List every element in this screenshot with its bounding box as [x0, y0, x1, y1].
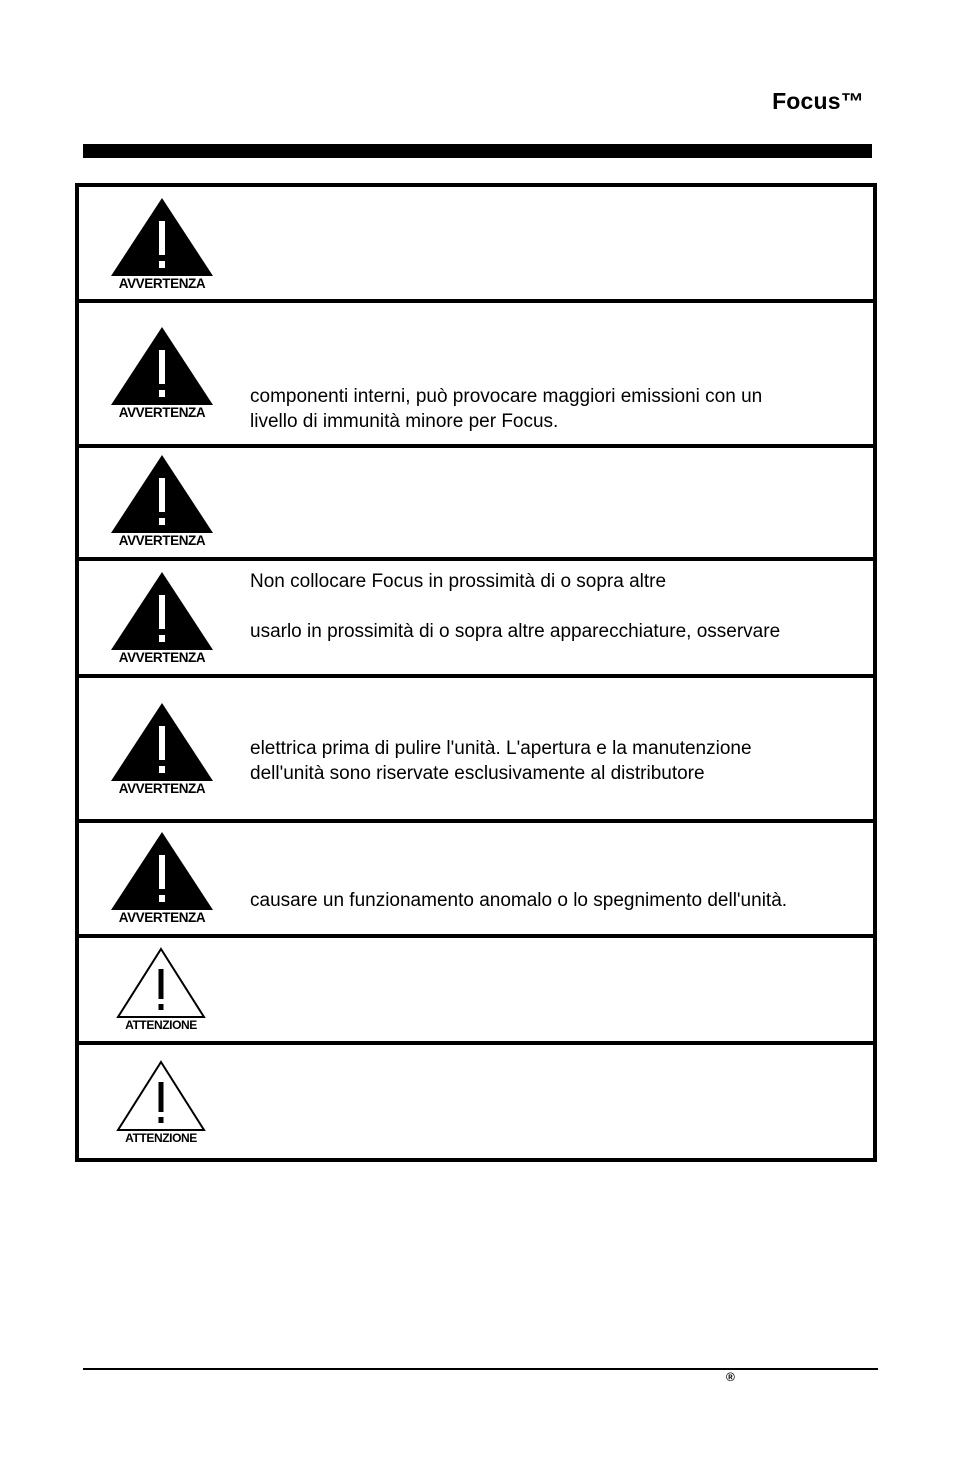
warning-label: AVVERTENZA	[118, 781, 206, 796]
header-rule	[83, 144, 872, 158]
warning-triangle-icon	[109, 326, 215, 406]
caution-triangle-icon	[116, 1060, 206, 1132]
table-row	[79, 1045, 873, 1158]
table-row	[79, 678, 873, 823]
warning-symbol	[109, 197, 215, 291]
warning-triangle-icon	[109, 454, 215, 534]
warning-symbol	[109, 831, 215, 925]
table-row	[79, 938, 873, 1045]
text-line: componenti interni, può provocare maggiori emissioni con un	[250, 386, 763, 407]
caution-symbol	[116, 947, 206, 1032]
warning-label: AVVERTENZA	[118, 405, 206, 420]
warning-triangle-icon	[109, 702, 215, 782]
warning-symbol	[109, 326, 215, 420]
warning-label: AVVERTENZA	[118, 910, 206, 925]
warnings-table	[75, 183, 877, 1162]
warning-text	[250, 384, 762, 434]
text-line: usarlo in prossimità di o sopra altre apparecchiature, osservare	[250, 621, 781, 642]
warning-text	[250, 736, 752, 786]
text-line: Non collocare Focus in prossimità di o sopra altre	[250, 571, 667, 592]
text-line: elettrica prima di pulire l'unità. L'apertura e la manutenzione	[250, 738, 752, 759]
registered-mark: ®	[726, 1370, 735, 1384]
table-row	[79, 561, 873, 678]
text-line: livello di immunità minore per Focus.	[250, 411, 559, 432]
warning-triangle-icon	[109, 197, 215, 277]
caution-triangle-icon	[116, 947, 206, 1019]
caution-label: ATTENZIONE	[125, 1018, 197, 1032]
warning-triangle-icon	[109, 831, 215, 911]
table-row	[79, 303, 873, 448]
warning-triangle-icon	[109, 571, 215, 651]
warning-label: AVVERTENZA	[118, 650, 206, 665]
footer-rule	[83, 1368, 878, 1370]
caution-label: ATTENZIONE	[125, 1131, 197, 1145]
text-line: dell'unità sono riservate esclusivamente al distributore	[250, 763, 705, 784]
warning-text	[250, 569, 780, 644]
table-row	[79, 187, 873, 303]
table-row	[79, 823, 873, 938]
text-line: causare un funzionamento anomalo o lo spegnimento dell'unità.	[250, 890, 788, 911]
page-title: Focus™	[772, 88, 864, 114]
warning-symbol	[109, 454, 215, 548]
caution-symbol	[116, 1060, 206, 1145]
warning-symbol	[109, 702, 215, 796]
warning-label: AVVERTENZA	[118, 533, 206, 548]
warning-text	[250, 888, 787, 913]
warning-label: AVVERTENZA	[118, 276, 206, 291]
warning-symbol	[109, 571, 215, 665]
table-row	[79, 448, 873, 561]
